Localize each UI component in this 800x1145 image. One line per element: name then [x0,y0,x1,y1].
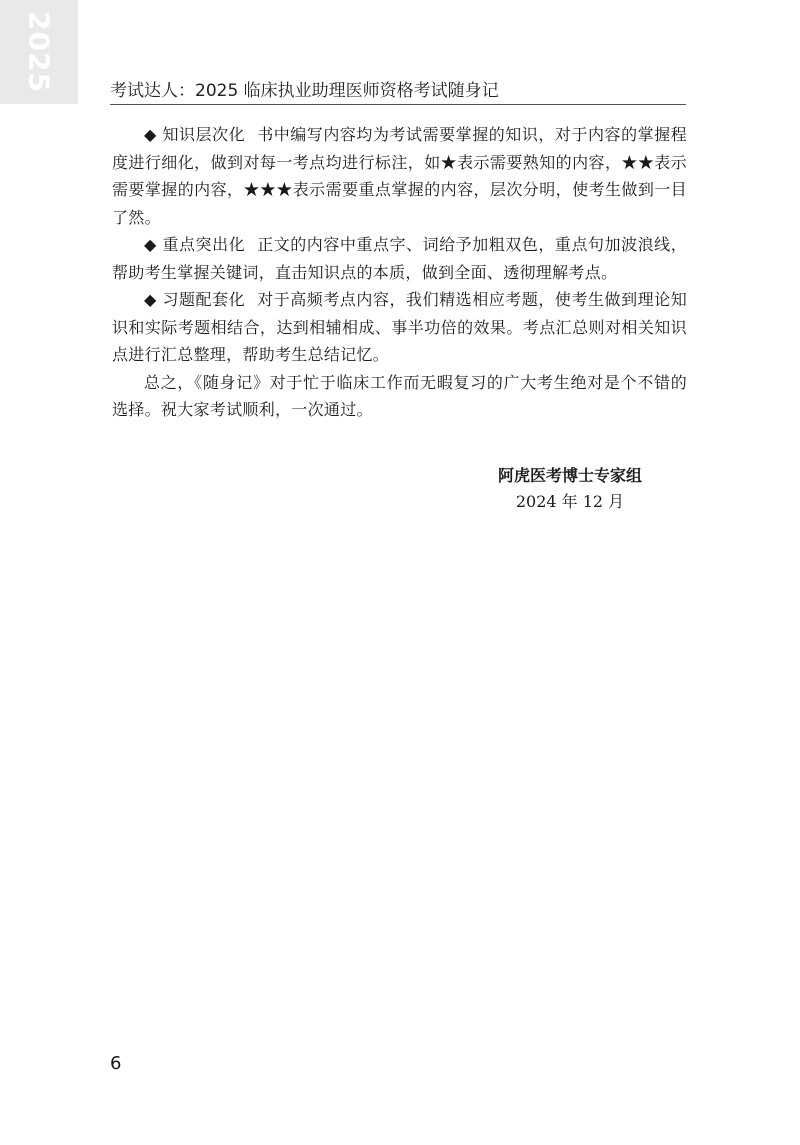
paragraph-highlighted-points [112,231,687,286]
paragraph-lead: ◆ 知识层次化 [144,125,246,144]
paragraph-lead: ◆ 习题配套化 [144,290,246,309]
signature-date: 2024 年 12 月 [515,492,625,511]
paragraph-text: 书中编写内容均为考试需要掌握的知识，对于内容的掌握程度进行细化，做到对每一考点均进行标注，如★表示需要熟知的内容，★★表示需要掌握的内容，★★★表示需要重点掌握的内容，层次分明，使考生做到一目了然。 [112,125,687,227]
paragraph-matching-exercises [112,286,687,369]
paragraph-conclusion [112,369,687,424]
body-text [112,121,687,424]
page-number: 6 [110,1053,122,1074]
paragraph-text: 正文的内容中重点字、词给予加粗双色，重点句加波浪线，帮助考生掌握关键词，直击知识点的本质，做到全面、透彻理解考点。 [112,235,687,282]
signature-block [445,463,695,515]
running-header: 考试达人：2025 临床执业助理医师资格考试随身记 [110,81,499,101]
paragraph-layered-knowledge [112,121,687,231]
side-year-label: 2025 [22,11,56,93]
signature-organization: 阿虎医考博士专家组 [497,466,642,485]
paragraph-text: 总之，《随身记》对于忙于临床工作而无暇复习的广大考生绝对是个不错的选择。祝大家考试顺利，一次通过。 [112,372,687,419]
header-rule [110,104,686,105]
paragraph-lead: ◆ 重点突出化 [144,235,246,254]
paragraph-text: 对于高频考点内容，我们精选相应考题，使考生做到理论知识和实际考题相结合，达到相辅相成、事半功倍的效果。考点汇总则对相关知识点进行汇总整理，帮助考生总结记忆。 [112,290,687,364]
side-year-tab [0,0,78,104]
